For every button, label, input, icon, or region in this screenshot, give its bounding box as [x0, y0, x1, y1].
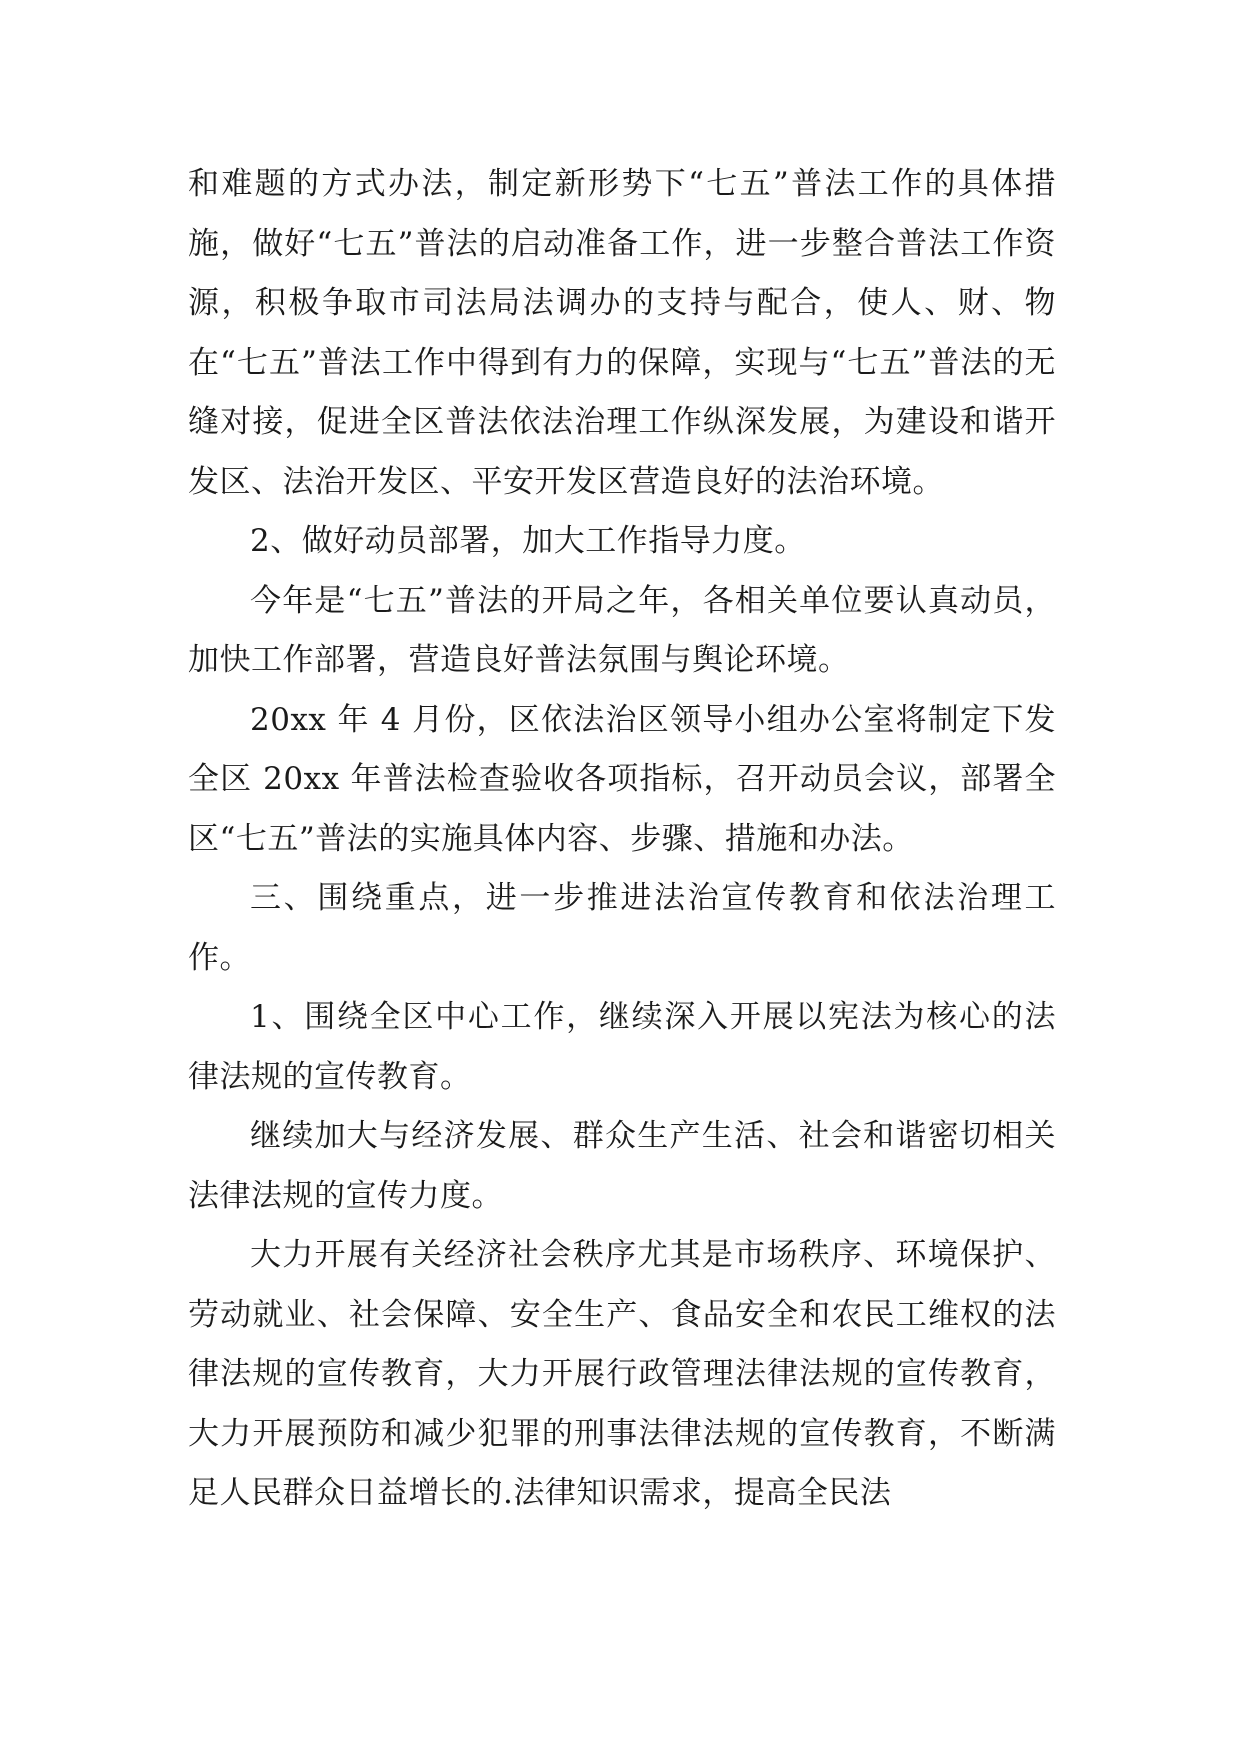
paragraph-1: 和难题的方式办法，制定新形势下“七五”普法工作的具体措施，做好“七五”普法的启动准备工作，进一步整合普法工作资源，积极争取市司法局法调办的支持与配合，使人、财、物在“七五”普法工作中得到有力的保障，实现与“七五”普法的无缝对接，促进全区普法依法治理工作纵深发展，为建设和谐开发区、法治开发区、平安开发区营造良好的法治环境。 [188, 166, 1056, 500]
paragraph-7: 继续加大与经济发展、群众生产生活、社会和谐密切相关法律法规的宣传力度。 [188, 1118, 1056, 1214]
document-body [188, 155, 1056, 1524]
paragraph-5: 三、围绕重点，进一步推进法治宣传教育和依法治理工作。 [188, 880, 1056, 976]
paragraph-3: 今年是“七五”普法的开局之年，各相关单位要认真动员，加快工作部署，营造良好普法氛围与舆论环境。 [188, 582, 1056, 678]
paragraph-4: 20xx 年 4 月份，区依法治区领导小组办公室将制定下发全区 20xx 年普法检查验收各项指标，召开动员会议，部署全区“七五”普法的实施具体内容、步骤、措施和办法。 [188, 701, 1056, 857]
paragraph-6: 1、围绕全区中心工作，继续深入开展以宪法为核心的法律法规的宣传教育。 [188, 999, 1056, 1095]
paragraph-2: 2、做好动员部署，加大工作指导力度。 [250, 523, 806, 559]
paragraph-8: 大力开展有关经济社会秩序尤其是市场秩序、环境保护、劳动就业、社会保障、安全生产、食品安全和农民工维权的法律法规的宣传教育，大力开展行政管理法律法规的宣传教育，大力开展预防和减少犯罪的刑事法律法规的宣传教育，不断满足人民群众日益增长的.法律知识需求，提高全民法 [188, 1237, 1056, 1511]
